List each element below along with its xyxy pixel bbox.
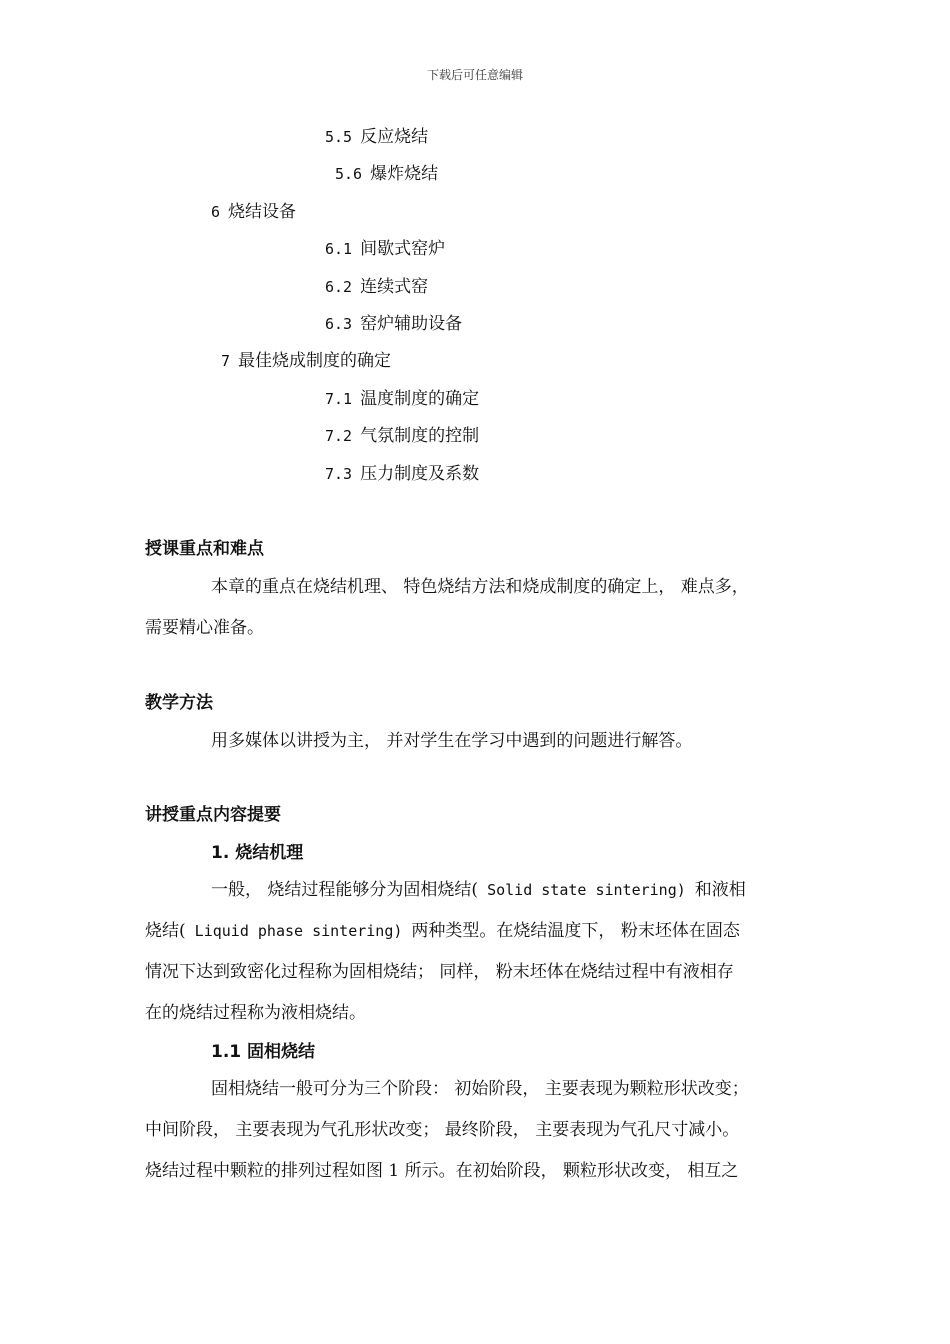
toc-number: 6.3	[325, 315, 353, 333]
toc-label: 压力制度及系数	[360, 464, 480, 484]
toc-number: 7.2	[325, 427, 353, 445]
text-run: 和液相	[694, 880, 746, 900]
toc-number: 6	[211, 203, 221, 221]
toc-number: 6.2	[325, 278, 353, 296]
subsection-title-sintering-mechanism: 1. 烧结机理	[211, 843, 304, 863]
section-title-method: 教学方法	[145, 693, 213, 713]
paragraph-line: 情况下达到致密化过程称为固相烧结； 同样， 粉末坯体在烧结过程中有液相存	[145, 962, 734, 982]
toc-item-5-6	[335, 166, 438, 183]
toc-label: 温度制度的确定	[360, 389, 480, 409]
toc-label: 气氛制度的控制	[360, 426, 480, 446]
paragraph-line: 固相烧结一般可分为三个阶段： 初始阶段， 主要表现为颗粒形状改变；	[211, 1079, 749, 1099]
page-header: 下载后可任意编辑	[426, 68, 523, 82]
toc-number: 6.1	[325, 240, 353, 258]
toc-label: 反应烧结	[360, 127, 429, 147]
paragraph-line: 本章的重点在烧结机理、 特色烧结方法和烧成制度的确定上， 难点多，	[211, 577, 749, 597]
toc-item-6	[211, 204, 296, 221]
toc-label: 爆炸烧结	[370, 164, 439, 184]
toc-label: 连续式窑	[360, 277, 429, 297]
toc-number: 7.3	[325, 465, 353, 483]
toc-label: 间歇式窑炉	[360, 239, 446, 259]
toc-label: 窑炉辅助设备	[360, 314, 463, 334]
toc-label: 最佳烧成制度的确定	[238, 351, 392, 371]
toc-number: 5.5	[325, 128, 353, 146]
paragraph-line: 需要精心准备。	[145, 618, 264, 638]
text-run-latin: Liquid phase sintering)	[185, 922, 412, 940]
paragraph-line	[211, 882, 746, 899]
paragraph-line: 在的烧结过程称为液相烧结。	[145, 1003, 366, 1023]
toc-item-7-2	[325, 428, 479, 445]
toc-item-6-2	[325, 279, 428, 296]
toc-label: 烧结设备	[228, 202, 297, 222]
text-run: 两种类型。在烧结温度下， 粉末坯体在固态	[411, 921, 740, 941]
toc-item-7-1	[325, 391, 479, 408]
paragraph-line: 中间阶段， 主要表现为气孔形状改变； 最终阶段， 主要表现为气孔尺寸减小。	[145, 1120, 740, 1140]
section-title-content: 讲授重点内容提要	[145, 805, 281, 825]
toc-number: 7	[221, 352, 231, 370]
paragraph-line	[145, 923, 740, 940]
toc-item-6-3	[325, 316, 462, 333]
paragraph-line: 烧结过程中颗粒的排列过程如图 1 所示。在初始阶段， 颗粒形状改变， 相互之	[145, 1161, 739, 1181]
text-run: 一般， 烧结过程能够分为固相烧结(	[211, 880, 479, 900]
toc-item-7	[221, 353, 391, 370]
text-run: 烧结(	[145, 921, 186, 941]
toc-item-5-5	[325, 129, 428, 146]
section-title-key-points: 授课重点和难点	[145, 539, 264, 559]
toc-number: 7.1	[325, 390, 353, 408]
toc-number: 5.6	[335, 165, 363, 183]
paragraph-line: 用多媒体以讲授为主， 并对学生在学习中遇到的问题进行解答。	[211, 731, 693, 751]
toc-item-7-3	[325, 466, 479, 483]
subsection-title-solid-state-sintering: 1.1 固相烧结	[211, 1042, 316, 1062]
text-run-latin: Solid state sintering)	[478, 881, 695, 899]
toc-item-6-1	[325, 241, 445, 258]
